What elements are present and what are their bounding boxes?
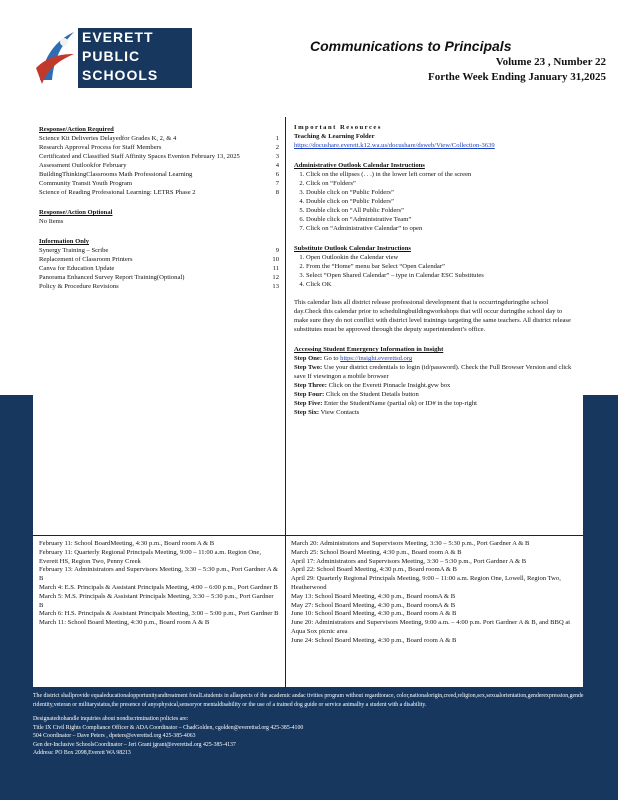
calendar-event: March 20: Administrators and Supervisors Meeting, 3:30 – 5:30 p.m., Port Gardner A & B	[291, 540, 530, 547]
newsletter-title: Communications to Principals	[310, 38, 512, 54]
toc-entry[interactable]	[39, 255, 279, 264]
calendar-event: May 27: School Board Meeting, 4:30 p.m., Board roomA & B	[291, 601, 456, 609]
swoosh-logo-icon	[34, 28, 78, 86]
toc-entry-page: 13	[272, 283, 279, 290]
calendar-event: April 17: Administrators and Supervisors Meeting, 3:30 – 5:30 p.m., Port Gardner A & B	[291, 557, 527, 565]
toc-entry[interactable]	[39, 134, 279, 143]
logo-line-1: EVERETT	[82, 29, 154, 45]
required-heading: Response/Action Required	[39, 126, 114, 133]
toc-entry[interactable]	[39, 246, 279, 255]
optional-none: No Items	[39, 218, 64, 225]
access-step-text: Enter the StudentName (partial ok) or ID# in the top-right	[324, 400, 477, 407]
designated-line: Designatedtohandle inquiries about nondiscrimination policies are:	[33, 716, 189, 722]
calendar-event: June 24: School Board Meeting, 4:30 p.m., Board room A & B	[291, 636, 457, 644]
info-heading: Information Only	[39, 238, 90, 245]
access-step-label: Step One:	[294, 355, 323, 362]
access-heading: Accessing Student Emergency Information in Insight	[294, 346, 444, 353]
calendar-event: March 4: E.S. Principals & Assistant Principals Meeting, 4:00 – 6:00 p.m., Port Gardner B	[39, 583, 278, 591]
calendar-event: March 11: School Board Meeting, 4:30 p.m., Board room A & B	[39, 619, 210, 627]
tl-folder-link[interactable]: https://docushare.everett.k12.wa.us/docushare/dsweb/View/Collection-3639	[294, 142, 495, 149]
toc-entry[interactable]	[39, 170, 279, 179]
toc-entry-page: 6	[275, 171, 279, 178]
instruction-step: 1. Open Outlookin the Calendar view	[306, 253, 575, 262]
access-step	[294, 399, 575, 408]
important-resources	[285, 117, 583, 535]
toc-entry-page: 4	[275, 162, 279, 169]
table-of-contents	[33, 117, 285, 535]
calendar-event: April 29: Quarterly Regional Principals Meeting, 9:00 – 11:00 a.m. Region One, Lowell, Region Two, Heatherwood	[291, 575, 561, 591]
toc-entry-title: Research Approval Process for Staff Members	[39, 144, 162, 151]
toc-entry[interactable]	[39, 273, 279, 282]
access-steps-list	[294, 354, 575, 417]
instruction-step: 5. Double click on “All Public Folders”	[306, 206, 575, 215]
nondiscrimination-footer	[33, 692, 593, 758]
access-step-label: Step Three:	[294, 382, 327, 389]
week-ending-date: Forthe Week Ending January 31,2025	[428, 71, 606, 83]
toc-entry-page: 7	[275, 180, 279, 187]
toc-entry-title: Assessment Outlookfor February	[39, 162, 127, 169]
access-step-text: Click on the Student Details button	[325, 391, 419, 398]
instruction-step: 1. Click on the ellipses (. . .) in the lower left corner of the screen	[306, 170, 575, 179]
toc-entry[interactable]	[39, 143, 279, 152]
calendar-event: May 13: School Board Meeting, 4:30 p.m., Board roomA & B	[291, 592, 456, 600]
toc-entry-page: 8	[275, 189, 279, 196]
instruction-step: 4. Double click on “Public Folders”	[306, 197, 575, 206]
logo-line-2: PUBLIC	[82, 48, 141, 64]
access-step-text: View Contacts	[320, 409, 360, 416]
access-step	[294, 381, 575, 390]
instruction-step: 2. Click on “Folders”	[306, 179, 575, 188]
access-step-text: Use your district credentials to login (id/password). Check the Full Browser Version and click save If viewingon a mobile browser	[294, 364, 572, 380]
toc-entry-page: 11	[272, 265, 279, 272]
calendar-event: February 11: School BoardMeeting, 4:30 p.m., Board room A & B	[39, 540, 215, 547]
toc-entry-page: 12	[272, 274, 279, 281]
optional-heading: Response/Action Optional	[39, 209, 113, 216]
access-step-label: Step Two:	[294, 364, 323, 371]
access-step	[294, 354, 575, 363]
toc-entry-title: Canva for Education Update	[39, 265, 115, 272]
info-list	[39, 246, 279, 291]
substitute-note: This calendar lists all district release professional development that is occurringduringthe school day.Check this calendar prior to schedulingbuildingworkshops that will occur duringthe school day to make sure they do not conflict with district level trainings targeting the same teachers. All district release substitutes must be approved through the deputy superintendent’s office.	[294, 299, 571, 333]
instruction-step: 7. Click on “Administrative Calendar” to open	[306, 224, 575, 233]
toc-entry-title: Panorama Enhanced Survey Report Training(Optional)	[39, 274, 185, 281]
calendar-event: March 25: School Board Meeting, 4:30 p.m., Board room A & B	[291, 548, 462, 556]
contact-line: Title IX Civil Rights Compliance Officer & ADA Coordinator – ChadGolden, cgolden@everettsd.org 425-385-4100	[33, 724, 304, 731]
admin-calendar-heading: Administrative Outlook Calendar Instructions	[294, 162, 425, 169]
toc-entry-title: Synergy Training – Scribe	[39, 247, 109, 254]
calendar-event: June 20: Administrators and Supervisors Meeting, 9:00 a.m. – 4:00 p.m. Port Gardner A & B, and BBQ at Aqua Sox picnic area	[291, 619, 571, 635]
toc-entry-page: 1	[275, 135, 279, 142]
toc-entry[interactable]	[39, 264, 279, 273]
toc-entry-title: Replacement of Classroom Printers	[39, 256, 133, 263]
contact-line: 504 Coordinator – Dave Peters , dpeters@everettsd.org 425-385-4063	[33, 733, 196, 739]
toc-entry-title: Certificated and Classified Staff Affinity Spaces Eventon February 13, 2025	[39, 153, 240, 160]
resources-heading: Important Resources	[294, 124, 382, 131]
access-step-label: Step Six:	[294, 409, 320, 416]
tl-folder-label: Teaching & Learning Folder	[294, 133, 375, 140]
calendar-event: March 5: M.S. Principals & Assistant Principals Meeting, 3:30 – 5:30 p.m., Port Gardner B	[39, 592, 274, 609]
access-step-text: Click on the Everett Pinnacle Insight.gvw box	[328, 382, 451, 389]
toc-entry[interactable]	[39, 282, 279, 291]
volume-number: Volume 23 , Number 22	[495, 56, 606, 68]
calendar-event: March 6: H.S. Principals & Assistant Principals Meeting, 3:00 – 5:00 p.m., Port Gardner B	[39, 610, 279, 618]
nondiscrimination-statement: The district shallprovide equaleducationalopportunityandtreatment foralLstudents in allaspects of the academic andac tivities program without regardtorace, color,nationalorigin,creed,religion,sex,sexualorientation,genderexpression,gende ridentity,veteran or militarystatus,the presence of anysphysical,sensoryor mentaldisability or the use of a trained dog guide or service animalby a student with a disability.	[33, 693, 584, 708]
instruction-step: 3. Select “Open Shared Calendar” – type in Calendar ESC Substitutes	[306, 271, 575, 280]
access-step	[294, 408, 575, 417]
contact-lines	[33, 724, 593, 758]
calendar-event: February 13: Administrators and Supervisors Meeting, 3:30 – 5:30 p.m., Port Gardner A & B	[39, 566, 278, 583]
access-step-label: Step Four:	[294, 391, 325, 398]
substitute-calendar-heading: Substitute Outlook Calendar Instructions	[294, 245, 411, 252]
toc-entry-title: Community Transit Youth Program	[39, 180, 133, 187]
toc-entry[interactable]	[39, 188, 279, 197]
toc-entry[interactable]	[39, 152, 279, 161]
admin-steps-list	[294, 170, 575, 233]
access-step-label: Step Five:	[294, 400, 323, 407]
calendar-divider	[285, 536, 286, 688]
required-list	[39, 134, 279, 197]
access-step	[294, 390, 575, 399]
insight-link[interactable]: https://insight.everettsd.org	[340, 355, 413, 362]
calendar-event: February 11: Quarterly Regional Principals Meeting, 9:00 – 11:00 a.m. Region One, Everett HS, Region Two, Penny Creek	[39, 548, 262, 565]
toc-entry-page: 9	[275, 247, 279, 254]
calendar-event: June 10: School Board Meeting, 4:30 p.m., Board room A & B	[291, 610, 457, 618]
newsletter-header	[0, 0, 618, 110]
toc-entry-title: BuildingThinkingClassrooms Math Professional Learning	[39, 171, 193, 178]
calendar-event: April 22: School Board Meeting, 4:30 p.m., Board roomA & B	[291, 566, 457, 574]
toc-entry-page: 2	[275, 144, 279, 151]
toc-entry-page: 3	[275, 153, 279, 160]
access-step-text: Go to	[323, 355, 341, 362]
toc-entry-title: Science Kit Deliveries Delayedfor Grades K, 2, & 4	[39, 135, 177, 142]
toc-entry[interactable]	[39, 179, 279, 188]
instruction-step: 4. Click OK	[306, 280, 575, 289]
logo-wordmark	[78, 28, 192, 88]
toc-entry-page: 10	[272, 256, 279, 263]
logo-line-3: SCHOOLS	[82, 67, 159, 83]
calendar-left-column	[39, 540, 279, 628]
toc-entry-title: Science of Reading Professional Learning: LETRS Phase 2	[39, 189, 196, 196]
instruction-step: 2. From the “Home” menu bar Select “Open Calendar”	[306, 262, 575, 271]
substitute-steps-list	[294, 253, 575, 289]
instruction-step: 3. Double click on “Public Folders”	[306, 188, 575, 197]
toc-entry[interactable]	[39, 161, 279, 170]
access-step	[294, 363, 575, 381]
contact-line: Address: PO Box 2098,Everett WA 98213	[33, 750, 131, 756]
instruction-step: 6. Double click on “Administrative Team”	[306, 215, 575, 224]
contact-line: Gen der-Inclusive SchoolsCoordinator – Jeri Grant jgrant@everettsd.org 425-385-4137	[33, 741, 236, 748]
events-calendar	[33, 535, 583, 687]
calendar-right-column	[291, 540, 579, 646]
district-logo	[34, 24, 192, 92]
toc-entry-title: Policy & Procedure Revisions	[39, 283, 119, 290]
